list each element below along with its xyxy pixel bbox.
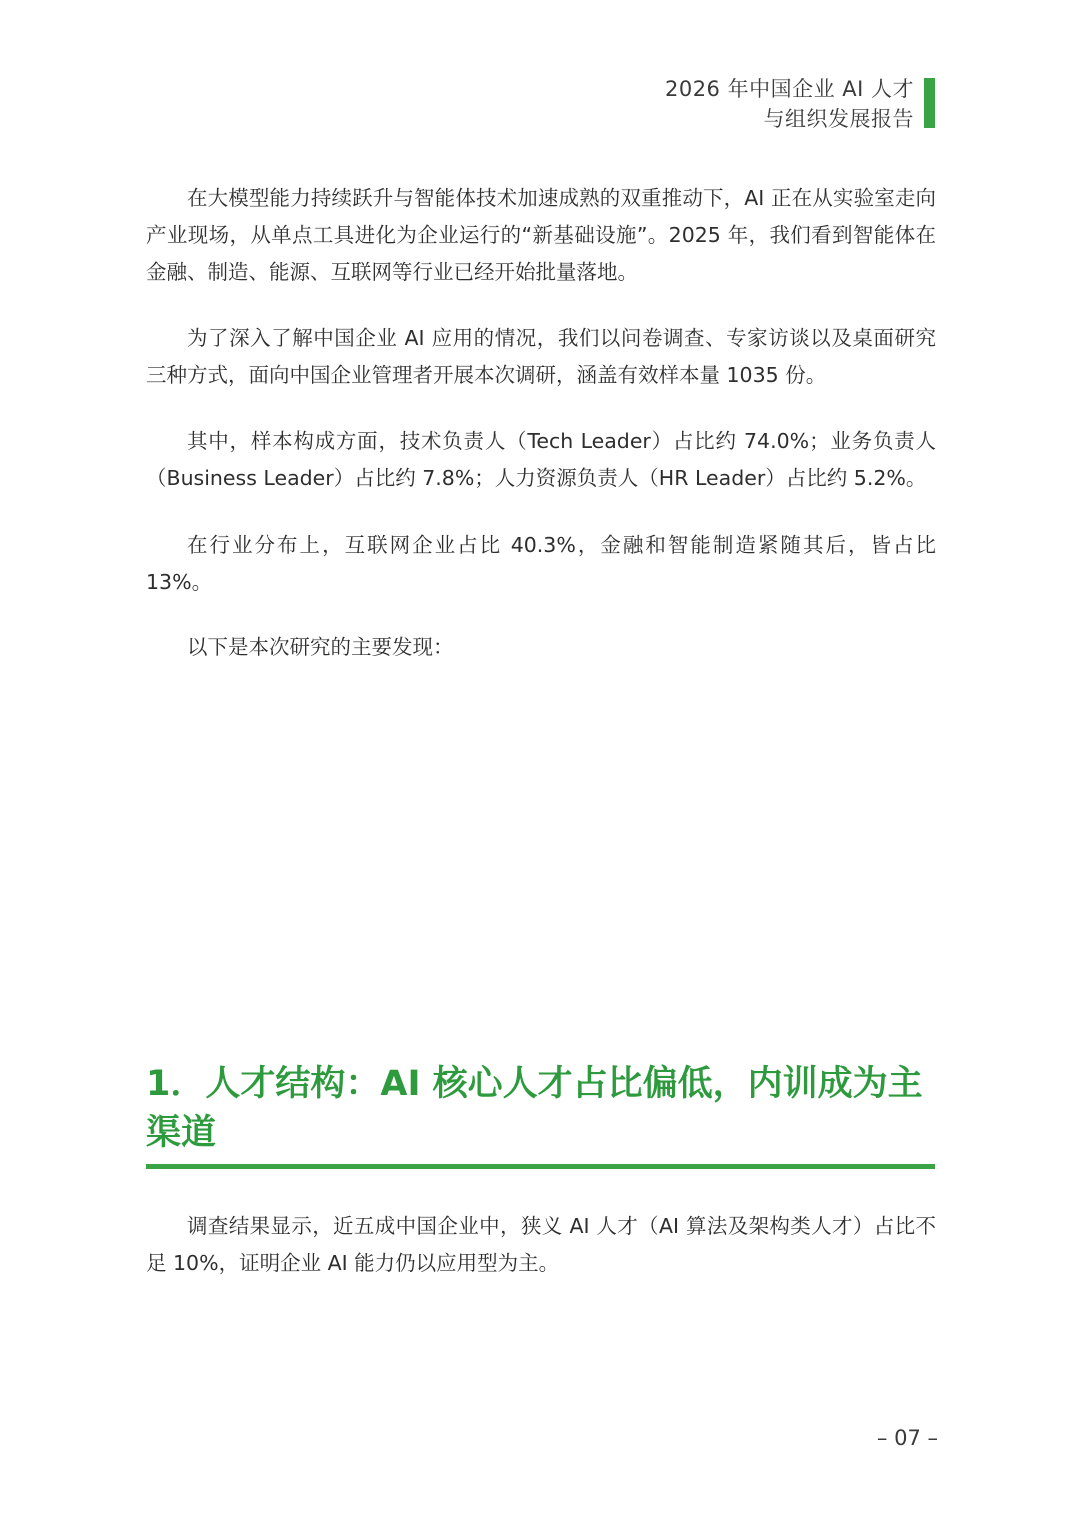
section-title-underline: [146, 1164, 935, 1169]
page-number: – 07 –: [876, 1426, 938, 1450]
intro-paragraph-4: 在行业分布上，互联网企业占比 40.3%，金融和智能制造紧随其后，皆占比 13%。: [146, 533, 936, 594]
intro-paragraph-2: 为了深入了解中国企业 AI 应用的情况，我们以问卷调查、专家访谈以及桌面研究三种方式，面向中国企业管理者开展本次调研，涵盖有效样本量 1035 份。: [146, 326, 936, 387]
intro-paragraph-5: 以下是本次研究的主要发现：: [187, 635, 454, 659]
section-title: 1．人才结构：AI 核心人才占比偏低，内训成为主渠道: [146, 1064, 923, 1153]
report-header: [665, 74, 914, 134]
section-paragraph: 调查结果显示，近五成中国企业中，狭义 AI 人才（AI 算法及架构类人才）占比不足 10%，证明企业 AI 能力仍以应用型为主。: [146, 1214, 936, 1275]
header-title-line1: 2026 年中国企业 AI 人才: [664, 77, 914, 101]
header-accent-bar: [924, 78, 935, 128]
intro-paragraph-1: 在大模型能力持续跃升与智能体技术加速成熟的双重推动下，AI 正在从实验室走向产业现场，从单点工具进化为企业运行的“新基础设施”。2025 年，我们看到智能体在金融、制造、能源、互联网等行业已经开始批量落地。: [146, 186, 936, 284]
header-title-line2: 与组织发展报告: [763, 107, 914, 131]
intro-paragraph-3: 其中，样本构成方面，技术负责人（Tech Leader）占比约 74.0%；业务负责人（Business Leader）占比约 7.8%；人力资源负责人（HR Leader）占比约 5.2%。: [146, 429, 936, 490]
